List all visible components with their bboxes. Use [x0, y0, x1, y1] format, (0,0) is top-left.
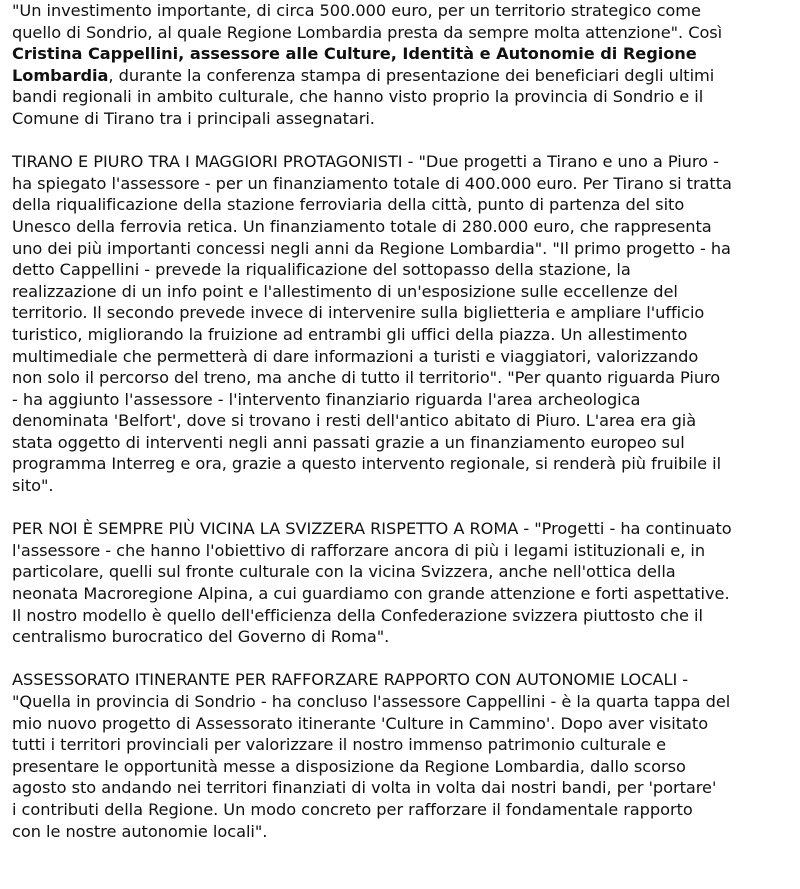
- text-line: [12, 259, 782, 281]
- text-segment: ASSESSORATO ITINERANTE PER RAFFORZARE RAPPORTO CON AUTONOMIE LOCALI -: [12, 670, 689, 690]
- text-line: [12, 669, 782, 691]
- text-line: [12, 324, 782, 346]
- text-segment: l'assessore - che hanno l'obiettivo di rafforzare ancora di più i legami istituzionali e, in: [12, 540, 706, 560]
- article-paragraph: [12, 0, 782, 130]
- article-paragraph: [12, 669, 782, 842]
- text-line: [12, 108, 782, 130]
- text-segment: , durante la conferenza stampa di presentazione dei beneficiari degli ultimi: [108, 65, 715, 85]
- text-line: [12, 734, 782, 756]
- text-segment: agosto sto andando nei territori finanziati di volta in volta dai nostri bandi, per 'portare': [12, 778, 717, 798]
- text-segment: sito".: [12, 476, 54, 496]
- text-line: [12, 626, 782, 648]
- text-segment: centralismo burocratico del Governo di Roma".: [12, 627, 390, 647]
- text-segment: uno dei più importanti concessi negli anni da Regione Lombardia". "Il primo progetto - ha: [12, 238, 731, 258]
- text-segment: presentare le opportunità messe a disposizione da Regione Lombardia, dallo scorso: [12, 756, 686, 776]
- text-segment: Comune di Tirano tra i principali assegnatari.: [12, 108, 375, 128]
- text-segment: bandi regionali in ambito culturale, che hanno visto proprio la provincia di Sondrio e il: [12, 87, 704, 107]
- text-line: [12, 173, 782, 195]
- text-line: [12, 799, 782, 821]
- text-line: [12, 194, 782, 216]
- text-line: [12, 453, 782, 475]
- text-segment: turistico, migliorando la fruizione ad entrambi gli uffici della piazza. Un allestimento: [12, 324, 688, 344]
- text-segment: neonata Macroregione Alpina, a cui guardiamo con grande attenzione e forti aspettative.: [12, 584, 730, 604]
- text-line: [12, 561, 782, 583]
- text-line: [12, 389, 782, 411]
- text-segment: con le nostre autonomie locali".: [12, 821, 268, 841]
- text-line: [12, 238, 782, 260]
- text-segment: ha spiegato l'assessore - per un finanziamento totale di 400.000 euro. Per Tirano si tratta: [12, 173, 732, 193]
- text-segment: detto Cappellini - prevede la riqualificazione del sottopasso della stazione, la: [12, 260, 631, 280]
- text-segment: Il nostro modello è quello dell'efficienza della Confederazione svizzera piuttosto che il: [12, 605, 703, 625]
- text-line: [12, 346, 782, 368]
- text-line: [12, 65, 782, 87]
- text-line: [12, 281, 782, 303]
- text-line: [12, 583, 782, 605]
- text-line: [12, 432, 782, 454]
- text-segment: multimediale che permetterà di dare informazioni a turisti e viaggiatori, valorizzando: [12, 346, 699, 366]
- text-segment: della riqualificazione della stazione ferroviaria della città, punto di partenza del sito: [12, 195, 685, 215]
- text-segment: Unesco della ferrovia retica. Un finanziamento totale di 280.000 euro, che rappresenta: [12, 216, 712, 236]
- text-segment: particolare, quelli sul fronte culturale con la vicina Svizzera, anche nell'ottica della: [12, 562, 676, 582]
- bold-text-segment: Cristina Cappellini, assessore alle Culture, Identità e Autonomie di Regione: [12, 44, 697, 64]
- text-line: [12, 713, 782, 735]
- text-line: [12, 518, 782, 540]
- text-line: [12, 367, 782, 389]
- text-segment: non solo il percorso del treno, ma anche di tutto il territorio". "Per quanto riguarda Piuro: [12, 368, 721, 388]
- text-segment: denominata 'Belfort', dove si trovano i resti dell'antico abitato di Piuro. L'area era già: [12, 411, 697, 431]
- text-line: [12, 216, 782, 238]
- bold-text-segment: Lombardia: [12, 65, 109, 85]
- text-segment: "Quella in provincia di Sondrio - ha concluso l'assessore Cappellini - è la quarta tappa del: [12, 692, 731, 711]
- text-segment: stata oggetto di interventi negli anni passati grazie a un finanziamento europeo sul: [12, 432, 685, 452]
- text-segment: territorio. Il secondo prevede invece di intervenire sulla biglietteria e ampliare l'ufficio: [12, 303, 705, 323]
- text-segment: PER NOI È SEMPRE PIÙ VICINA LA SVIZZERA RISPETTO A ROMA - "Progetti - ha continuato: [12, 519, 732, 539]
- text-segment: tutti i territori provinciali per valorizzare il nostro immenso patrimonio culturale e: [12, 735, 667, 755]
- text-line: [12, 22, 782, 44]
- text-line: [12, 475, 782, 497]
- text-line: [12, 540, 782, 562]
- text-segment: - ha aggiunto l'assessore - l'intervento finanziario riguarda l'area archeologica: [12, 389, 641, 409]
- article-paragraph: [12, 151, 782, 497]
- text-line: [12, 756, 782, 778]
- text-segment: programma Interreg e ora, grazie a questo intervento regionale, si renderà più fruibile il: [12, 454, 722, 474]
- text-line: [12, 302, 782, 324]
- text-line: [12, 86, 782, 108]
- text-line: [12, 410, 782, 432]
- text-line: [12, 0, 782, 22]
- text-line: [12, 777, 782, 799]
- text-segment: TIRANO E PIURO TRA I MAGGIORI PROTAGONISTI - "Due progetti a Tirano e uno a Piuro -: [12, 152, 719, 172]
- text-segment: mio nuovo progetto di Assessorato itinerante 'Culture in Cammino'. Dopo aver visitato: [12, 713, 709, 733]
- text-line: [12, 151, 782, 173]
- text-line: [12, 821, 782, 843]
- text-line: [12, 691, 782, 713]
- article-paragraph: [12, 518, 782, 648]
- text-segment: quello di Sondrio, al quale Regione Lombardia presta da sempre molta attenzione". Così: [12, 22, 723, 42]
- text-segment: i contributi della Regione. Un modo concreto per rafforzare il fondamentale rapporto: [12, 799, 693, 819]
- text-segment: "Un investimento importante, di circa 500.000 euro, per un territorio strategico come: [12, 1, 701, 20]
- text-line: [12, 43, 782, 65]
- text-line: [12, 605, 782, 627]
- text-segment: realizzazione di un info point e l'allestimento di un'esposizione sulle eccellenze del: [12, 281, 678, 301]
